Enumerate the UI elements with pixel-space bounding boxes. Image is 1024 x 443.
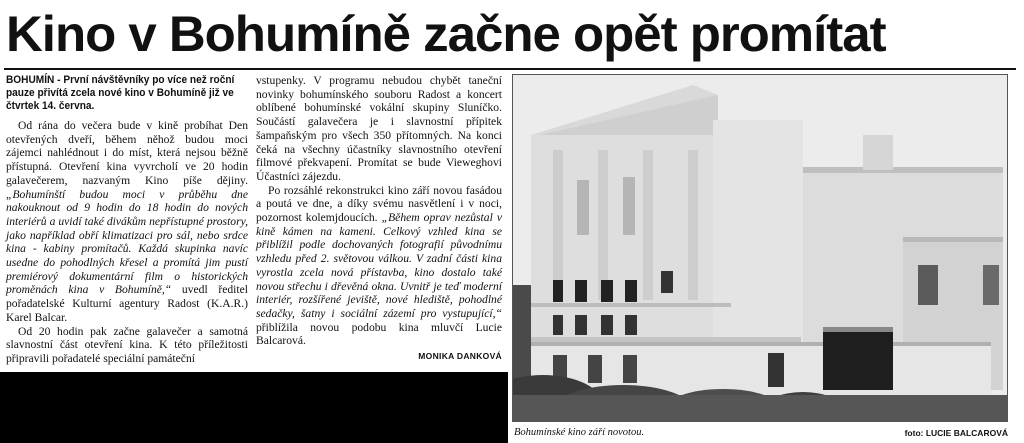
paragraph xyxy=(6,119,248,325)
quote-text: „Bohumínští budou moci v průběhu dne nakouknout od 9 hodin do 18 hodin do nových interiérů a uvidí také divákům nepřístupné prostory, jako například obří klimatizaci pro sál, nebo srdce kina - kabiny promítačů. Každá skupinka navíc usedne do pohodlných křesel a promítá jim pustí premiérový dokumentární film o historických proměnách kina v Bohumíně,“ xyxy=(6,187,248,297)
cinema-photo xyxy=(512,74,1008,422)
black-block xyxy=(0,372,508,443)
photo-caption-bar xyxy=(514,425,1008,441)
article-column-1 xyxy=(6,74,248,370)
cinema-building-image xyxy=(513,75,1007,421)
article-lead xyxy=(6,74,247,113)
photo-caption: Bohumínské kino září novotou. xyxy=(514,427,645,438)
lead-location: BOHUMÍN xyxy=(6,74,55,86)
paragraph-text: uvedl ředitel pořadatelské Kulturní agentury Radost (K.A.R.) Karel Balcar. xyxy=(6,283,248,324)
photo-credit: foto: LUCIE BALCAROVÁ xyxy=(904,428,1008,438)
lead-text: - První návštěvníky po více než roční pauze přivítá zcela nové kino v Bohumíně již ve čtvrtek 14. června. xyxy=(6,74,235,112)
paragraph: vstupenky. V programu nebudou chybět taneční novinky bohumínského souboru Radost a koncert oblíbené bohumínské vokální skupiny Sluníčko. Součástí galavečera je i slavnostní přípitek šampaňským pro všech 350 přítomných. Na konci čeká na všechny účastníky slavnostního otevření filmové překvapení. Promítat se bude Vieweghovi Účastníci zájezdu. xyxy=(256,74,502,183)
headline: Kino v Bohumíně začne opět promítat xyxy=(6,6,886,62)
headline-rule xyxy=(4,68,1016,70)
quote-text: „Během oprav nezůstal v kině kámen na kameni. Celkový vzhled kina se přiblížil podle dochovaných fotografií původnímu vzhledu před 2. světovou válkou. V zadní části kina vyrostla zcela nová přístavba, kino dostalo také novou střechu i dřevěná okna. Uvnitř je teď moderní interiér, rozšířené jeviště, nové hlediště, pohodlné sedačky, šatny i sociální zázemí pro vystupující,“ xyxy=(256,211,502,320)
paragraph xyxy=(256,184,502,348)
paragraph-text: přiblížila novou podobu kina mluvčí Lucie Balcarová. xyxy=(256,320,502,348)
article-column-2 xyxy=(256,74,502,370)
paragraph-text: Od rána do večera bude v kině probíhat Den otevřených dveří, během něhož budou moci zájemci nahlédnout i do míst, která nejsou běžně přístupná. Otevření kina vyvrcholí ve 20 hodin galavečerem, nazvaným Kino píše dějiny. xyxy=(6,119,248,187)
byline: MONIKA DANKOVÁ xyxy=(418,351,502,362)
paragraph: Od 20 hodin pak začne galavečer a samotná slavnostní část otevření kina. K této příležitosti připravili pořadatelé speciální památeční xyxy=(6,324,248,365)
paragraph-text: Po rozsáhlé rekonstrukci kino září novou fasádou a poutá ve dne, a díky svému nasvětlení i v noci, pozornost kolemjdoucích. xyxy=(256,183,502,225)
